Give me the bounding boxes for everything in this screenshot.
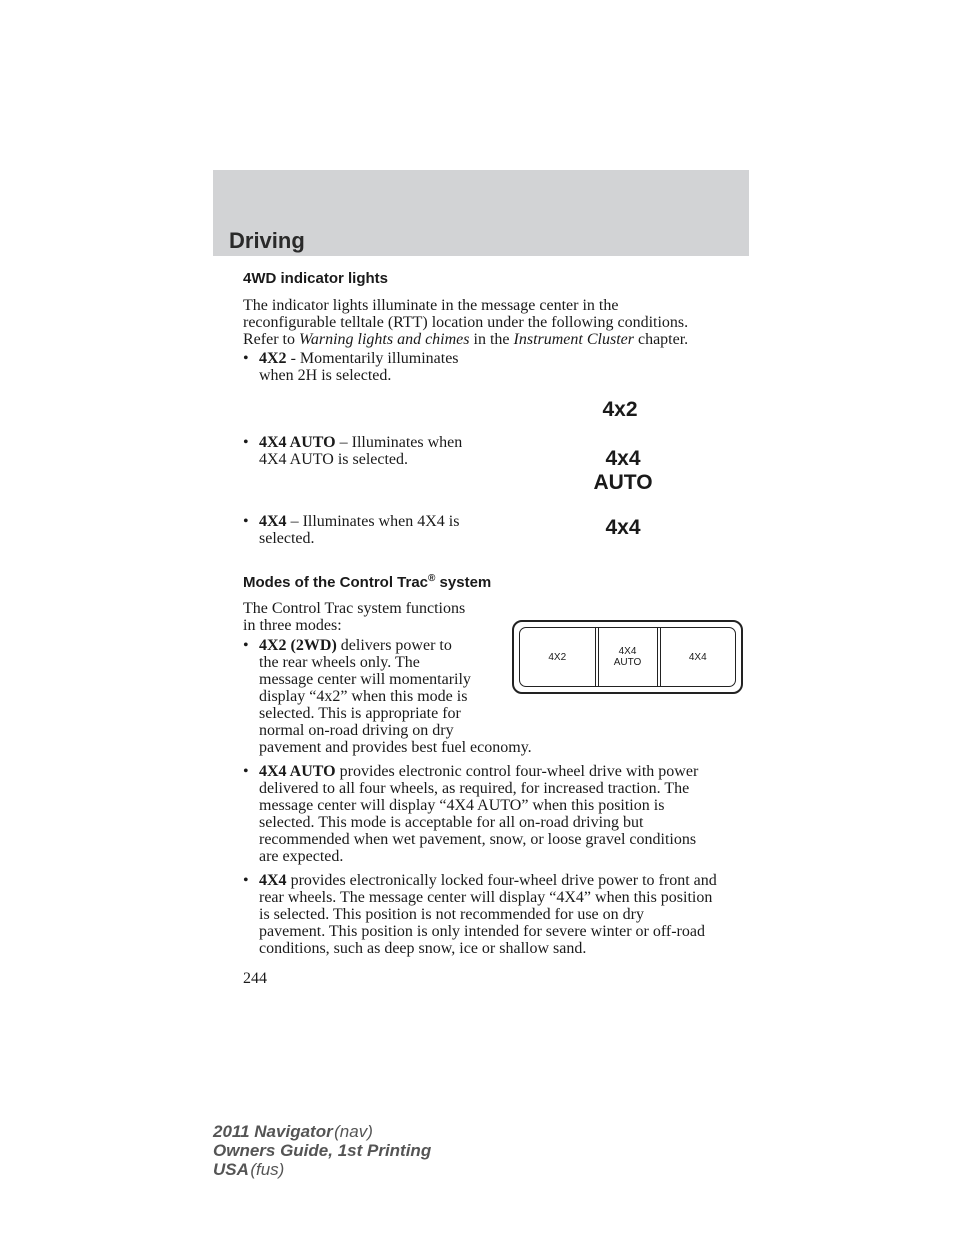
bullet-dot: • — [243, 434, 249, 451]
list-item-cont: 4X4 AUTO is selected. — [259, 451, 409, 468]
intro-line-2: reconfigurable telltale (RTT) location under the following conditions. — [243, 314, 689, 331]
bullet-dot: • — [243, 763, 249, 780]
list-item: 4X2 - Momentarily illuminates — [259, 350, 459, 367]
list-item-cont: message center will momentarily — [259, 671, 471, 688]
list-item-cont: pavement and provides best fuel economy. — [259, 739, 532, 756]
list-item: 4X2 (2WD) delivers power to — [259, 637, 452, 654]
list-item-cont: pavement. This position is only intended for severe winter or off-road — [259, 923, 705, 940]
bullet-dot: • — [243, 872, 249, 889]
footer-line-2: Owners Guide, 1st Printing — [213, 1141, 432, 1160]
list-item: 4X4 AUTO – Illuminates when — [259, 434, 463, 451]
chapter-ref-warning-lights: Warning lights and chimes — [298, 331, 470, 348]
modes-intro-1: The Control Trac system functions — [243, 600, 466, 617]
section-heading-control-trac: Modes of the Control Trac® system — [243, 573, 492, 591]
indicator-4x4: 4x4 — [605, 516, 641, 539]
bullet-dot: • — [243, 350, 249, 367]
list-item-cont: delivered to all four wheels, as required, for increased traction. The — [259, 780, 690, 797]
list-item-cont: message center will display “4X4 AUTO” when this position is — [259, 797, 665, 814]
switch-segment-4x4: 4X4 — [688, 651, 707, 663]
list-item-cont: selected. — [259, 530, 315, 547]
footer-line-3: USA (fus) — [213, 1160, 285, 1179]
switch-segment-4x4-auto: 4X4 AUTO — [595, 628, 661, 686]
indicator-4x4-auto: 4x4 AUTO — [593, 447, 653, 494]
list-item-cont: recommended when wet pavement, snow, or loose gravel conditions — [259, 831, 697, 848]
list-item-cont: when 2H is selected. — [259, 367, 392, 384]
list-item-cont: is selected. This position is not recommended for use on dry — [259, 906, 644, 923]
switch-segment-4x2: 4X2 — [548, 651, 567, 663]
footer-line-1: 2011 Navigator (nav) — [213, 1122, 373, 1141]
page-number: 244 — [243, 970, 267, 987]
list-item-cont: selected. This mode is acceptable for all on-road driving but — [259, 814, 644, 831]
chapter-ref-instrument-cluster: Instrument Cluster — [513, 331, 634, 348]
section-heading-indicator-lights: 4WD indicator lights — [243, 270, 389, 287]
list-item-cont: selected. This is appropriate for — [259, 705, 461, 722]
list-item-cont: conditions, such as deep snow, ice or shallow sand. — [259, 940, 587, 957]
bullet-dot: • — [243, 513, 249, 530]
page-title: Driving — [229, 228, 305, 253]
list-item: 4X4 provides electronically locked four-wheel drive power to front and — [259, 872, 717, 889]
intro-line-1: The indicator lights illuminate in the message center in the — [243, 297, 619, 314]
list-item: 4X4 – Illuminates when 4X4 is — [259, 513, 460, 530]
list-item-cont: rear wheels. The message center will display “4X4” when this position — [259, 889, 713, 906]
refer-line: Refer to Warning lights and chimes in the Instrument Cluster chapter. — [243, 331, 689, 348]
modes-intro-2: in three modes: — [243, 617, 342, 634]
control-trac-switch — [512, 620, 743, 694]
list-item-cont: are expected. — [259, 848, 344, 865]
indicator-4x2: 4x2 — [602, 398, 638, 421]
list-item: 4X4 AUTO provides electronic control four-wheel drive with power — [259, 763, 699, 780]
list-item-cont: the rear wheels only. The — [259, 654, 420, 671]
bullet-dot: • — [243, 637, 249, 654]
list-item-cont: normal on-road driving on dry — [259, 722, 454, 739]
list-item-cont: display “4x2” when this mode is — [259, 688, 468, 705]
